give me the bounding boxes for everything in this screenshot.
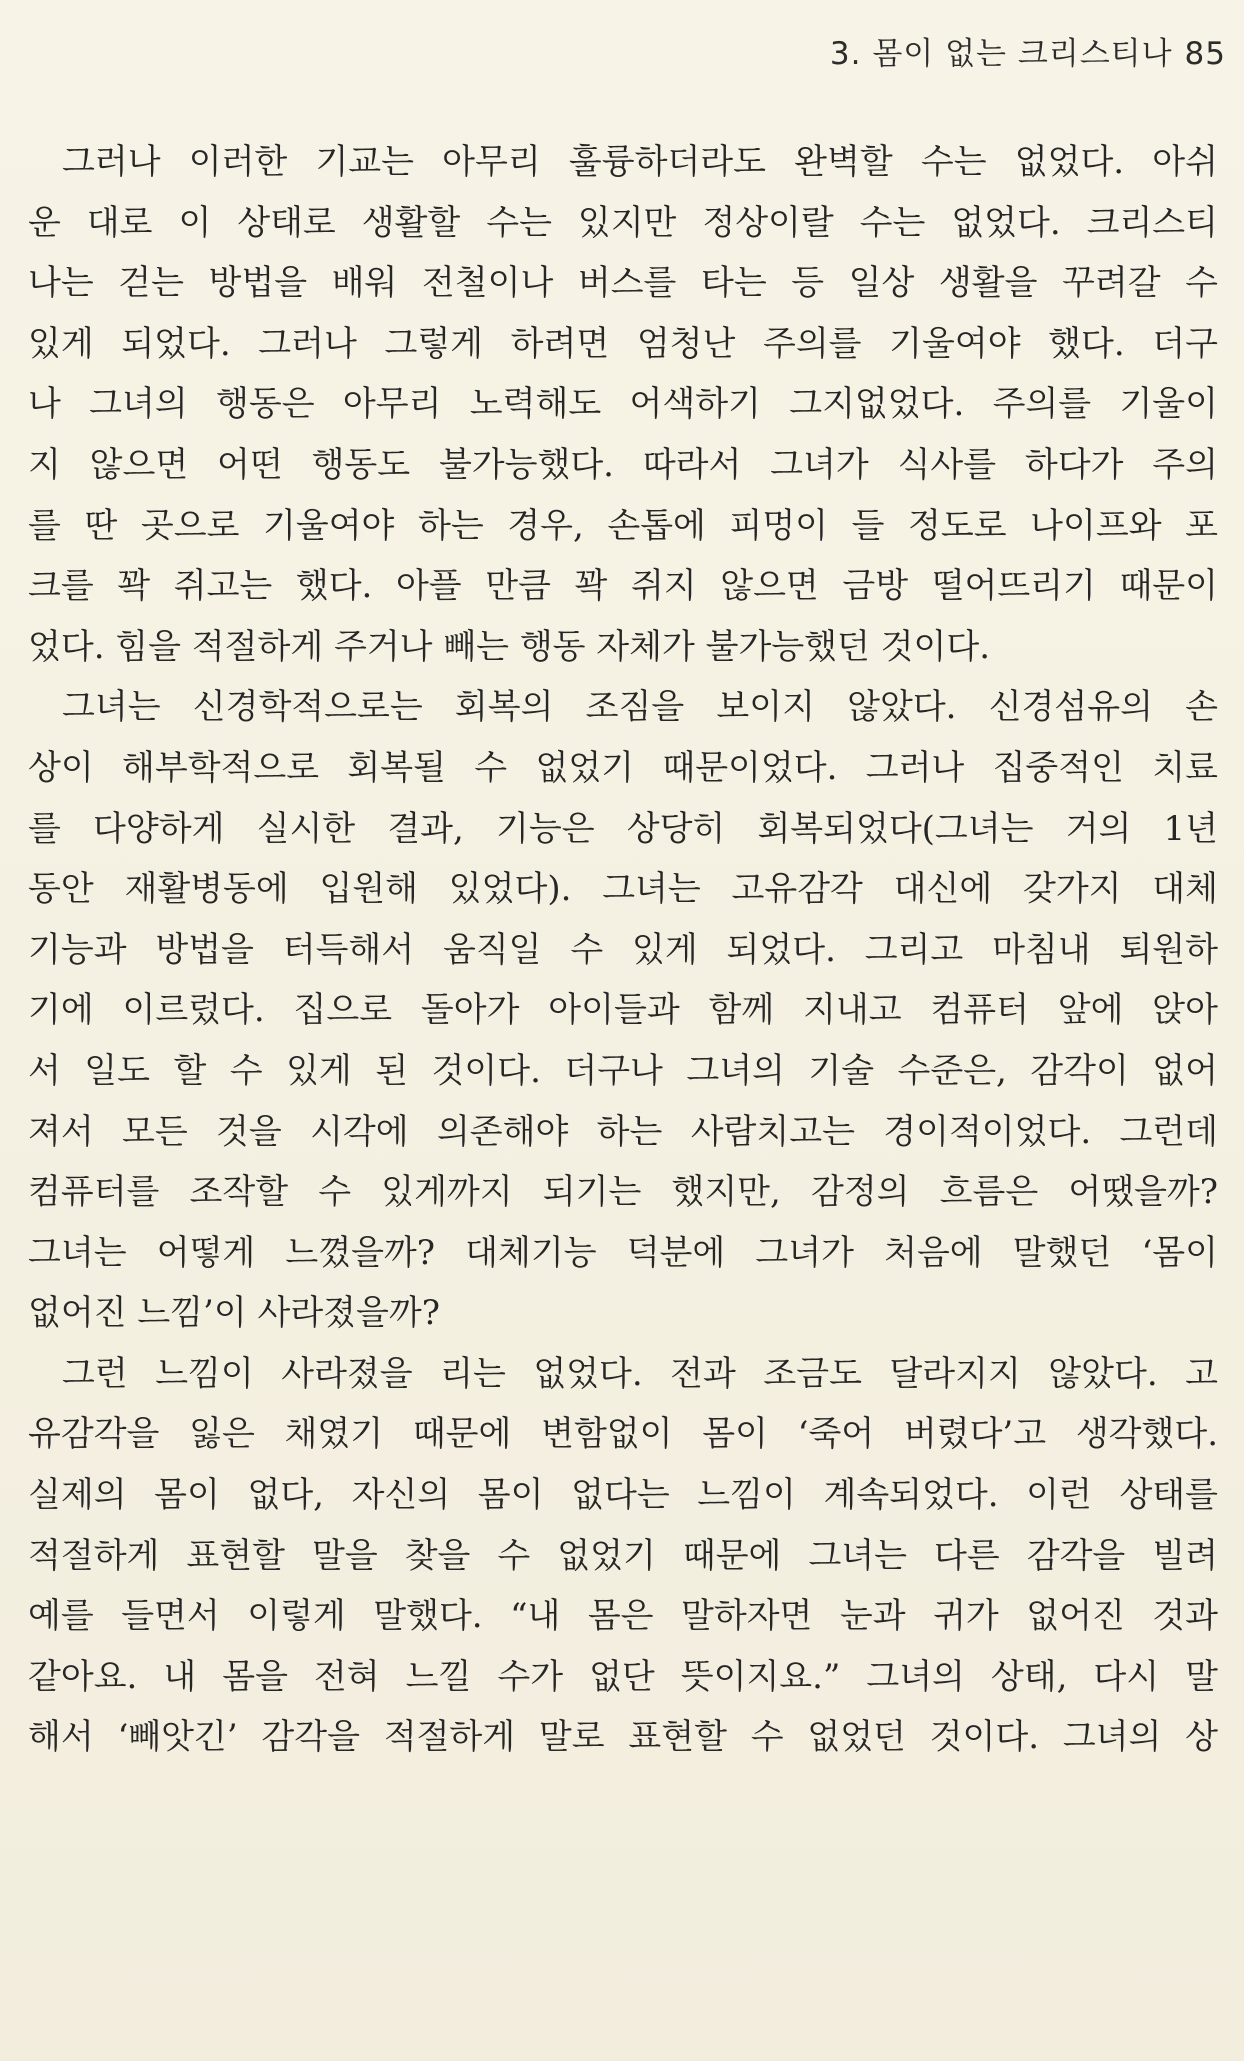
text-line: 컴퓨터를 조작할 수 있게까지 되기는 했지만, 감정의 흐름은 어땠을까? <box>28 1172 1218 1213</box>
page-number: 85 <box>1184 36 1226 72</box>
paragraph <box>28 1344 1218 1768</box>
text-line: 나 그녀의 행동은 아무리 노력해도 어색하기 그지없었다. 주의를 기울이 <box>28 384 1218 425</box>
text-line: 동안 재활병동에 입원해 있었다). 그녀는 고유감각 대신에 갖가지 대체 <box>28 869 1218 910</box>
text-line: 같아요. 내 몸을 전혀 느낄 수가 없단 뜻이지요.” 그녀의 상태, 다시 말 <box>28 1656 1218 1697</box>
text-line: 크를 꽉 쥐고는 했다. 아플 만큼 꽉 쥐지 않으면 금방 떨어뜨리기 때문이 <box>28 566 1218 607</box>
text-line: 나는 걷는 방법을 배워 전철이나 버스를 타는 등 일상 생활을 꾸려갈 수 <box>28 263 1218 304</box>
text-line: 그녀는 신경학적으로는 회복의 조짐을 보이지 않았다. 신경섬유의 손 <box>62 687 1218 728</box>
body-text <box>28 132 1218 1768</box>
text-line: 없어진 느낌’이 사라졌을까? <box>28 1293 440 1334</box>
text-line: 상이 해부학적으로 회복될 수 없었기 때문이었다. 그러나 집중적인 치료 <box>28 747 1218 788</box>
text-line: 있게 되었다. 그러나 그렇게 하려면 엄청난 주의를 기울여야 했다. 더구 <box>28 323 1218 364</box>
text-line: 를 딴 곳으로 기울여야 하는 경우, 손톱에 피멍이 들 정도로 나이프와 포 <box>28 505 1218 546</box>
paragraph <box>28 677 1218 1344</box>
text-line: 그녀는 어떻게 느꼈을까? 대체기능 덕분에 그녀가 처음에 말했던 ‘몸이 <box>28 1232 1218 1273</box>
text-line: 기에 이르렀다. 집으로 돌아가 아이들과 함께 지내고 컴퓨터 앞에 앉아 <box>28 990 1218 1031</box>
text-line: 서 일도 할 수 있게 된 것이다. 더구나 그녀의 기술 수준은, 감각이 없어 <box>28 1050 1218 1091</box>
text-line: 기능과 방법을 터득해서 움직일 수 있게 되었다. 그리고 마침내 퇴원하 <box>28 929 1218 970</box>
text-line: 적절하게 표현할 말을 찾을 수 없었기 때문에 그녀는 다른 감각을 빌려 <box>28 1535 1218 1576</box>
text-line: 예를 들면서 이렇게 말했다. “내 몸은 말하자면 눈과 귀가 없어진 것과 <box>28 1596 1218 1637</box>
chapter-title: 3. 몸이 없는 크리스티나 <box>829 36 1173 72</box>
paragraph <box>28 132 1218 677</box>
text-line: 실제의 몸이 없다, 자신의 몸이 없다는 느낌이 계속되었다. 이런 상태를 <box>28 1475 1218 1516</box>
text-line: 그러나 이러한 기교는 아무리 훌륭하더라도 완벽할 수는 없었다. 아쉬 <box>62 142 1218 182</box>
text-line: 유감각을 잃은 채였기 때문에 변함없이 몸이 ‘죽어 버렸다’고 생각했다. <box>28 1414 1218 1455</box>
text-line: 져서 모든 것을 시각에 의존해야 하는 사람치고는 경이적이었다. 그런데 <box>28 1111 1218 1152</box>
text-line: 운 대로 이 상태로 생활할 수는 있지만 정상이랄 수는 없었다. 크리스티 <box>28 202 1218 243</box>
text-line: 해서 ‘빼앗긴’ 감각을 적절하게 말로 표현할 수 없었던 것이다. 그녀의 상 <box>28 1717 1218 1758</box>
text-line: 지 않으면 어떤 행동도 불가능했다. 따라서 그녀가 식사를 하다가 주의 <box>28 444 1218 485</box>
running-header <box>830 28 1226 73</box>
text-line: 었다. 힘을 적절하게 주거나 빼는 행동 자체가 불가능했던 것이다. <box>28 626 991 667</box>
text-line: 를 다양하게 실시한 결과, 기능은 상당히 회복되었다(그녀는 거의 1년 <box>28 808 1218 849</box>
text-line: 그런 느낌이 사라졌을 리는 없었다. 전과 조금도 달라지지 않았다. 고 <box>62 1353 1218 1394</box>
